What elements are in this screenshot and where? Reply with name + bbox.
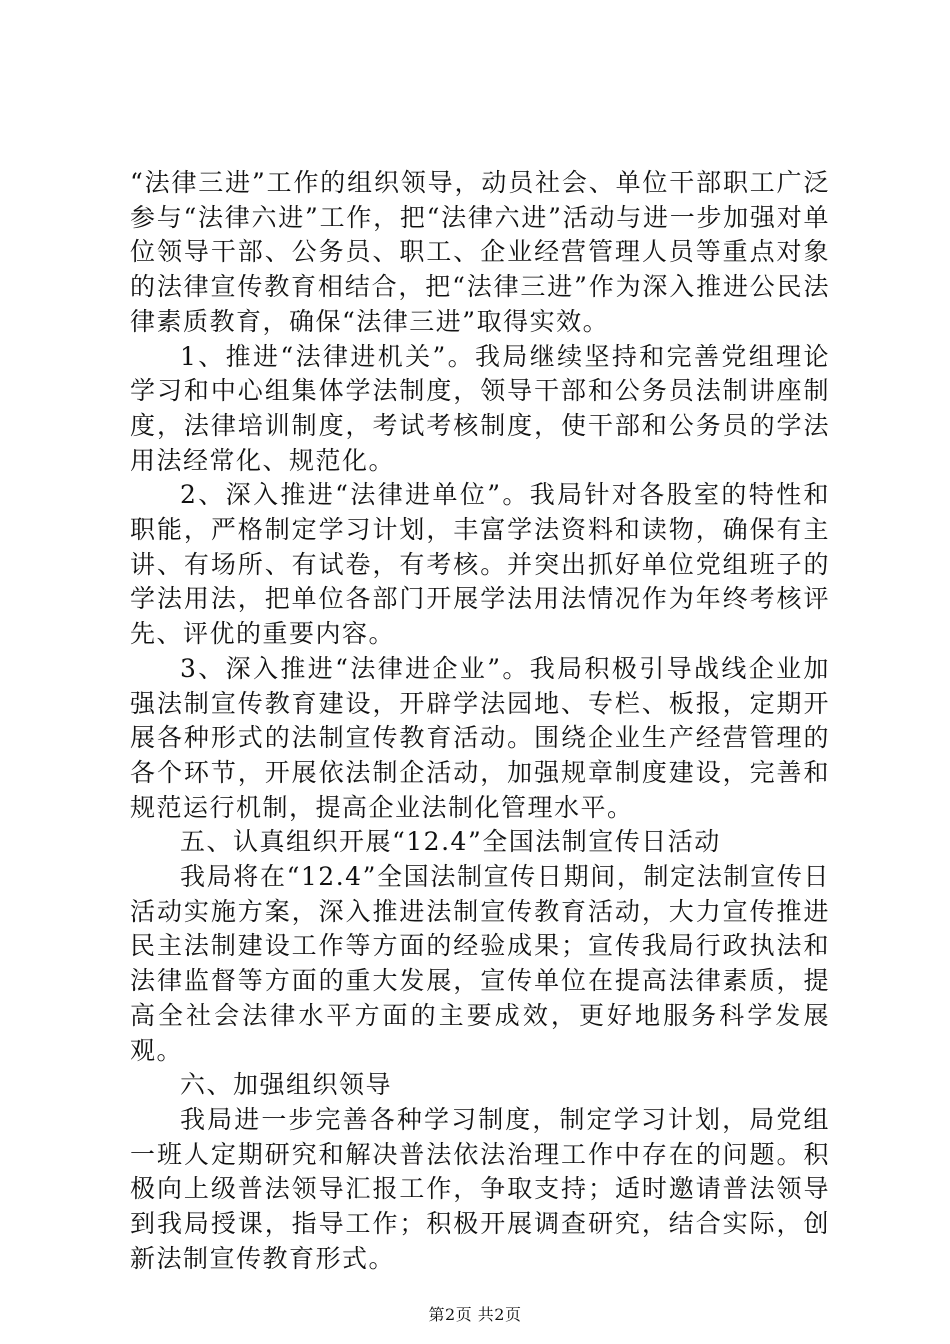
- paragraph-item-3: 3、深入推进“法律进企业”。我局积极引导战线企业加强法制宣传教育建设，开辟学法园地、专栏、板报，定期开展各种形式的法制宣传教育活动。围绕企业生产经营管理的各个环节，开展依法制企活动，加强规章制度建设，完善和规范运行机制，提高企业法制化管理水平。: [130, 653, 830, 822]
- page-footer: 第2页 共2页: [428, 1305, 522, 1324]
- paragraph-continuation: “法律三进”工作的组织领导，动员社会、单位干部职工广泛参与“法律六进”工作，把“法律六进”活动与进一步加强对单位领导干部、公务员、职工、企业经营管理人员等重点对象的法律宣传教育相结合，把“法律三进”作为深入推进公民法律素质教育，确保“法律三进”取得实效。: [130, 168, 830, 336]
- section-heading-6: 六、加强组织领导: [180, 1070, 393, 1100]
- paragraph-section-5: 我局将在“12.4”全国法制宣传日期间，制定法制宣传日活动实施方案，深入推进法制宣传教育活动，大力宣传推进民主法制建设工作等方面的经验成果；宣传我局行政执法和法律监督等方面的重大发展，宣传单位在提高法律素质，提高全社会法律水平方面的主要成效，更好地服务科学发展观。: [130, 862, 830, 1065]
- section-heading-5: 五、认真组织开展“12.4”全国法制宣传日活动: [180, 827, 721, 857]
- document-body: [130, 166, 830, 1277]
- paragraph-section-6: 我局进一步完善各种学习制度，制定学习计划，局党组一班人定期研究和解决普法依法治理工作中存在的问题。积极向上级普法领导汇报工作，争取支持；适时邀请普法领导到我局授课，指导工作；积极开展调查研究，结合实际，创新法制宣传教育形式。: [130, 1104, 830, 1273]
- paragraph-item-2: 2、深入推进“法律进单位”。我局针对各股室的特性和职能，严格制定学习计划，丰富学法资料和读物，确保有主讲、有场所、有试卷，有考核。并突出抓好单位党组班子的学法用法，把单位各部门开展学法用法情况作为年终考核评先、评优的重要内容。: [130, 480, 830, 649]
- paragraph-item-1: 1、推进“法律进机关”。我局继续坚持和完善党组理论学习和中心组集体学法制度，领导干部和公务员法制讲座制度，法律培训制度，考试考核制度，使干部和公务员的学法用法经常化、规范化。: [130, 341, 830, 475]
